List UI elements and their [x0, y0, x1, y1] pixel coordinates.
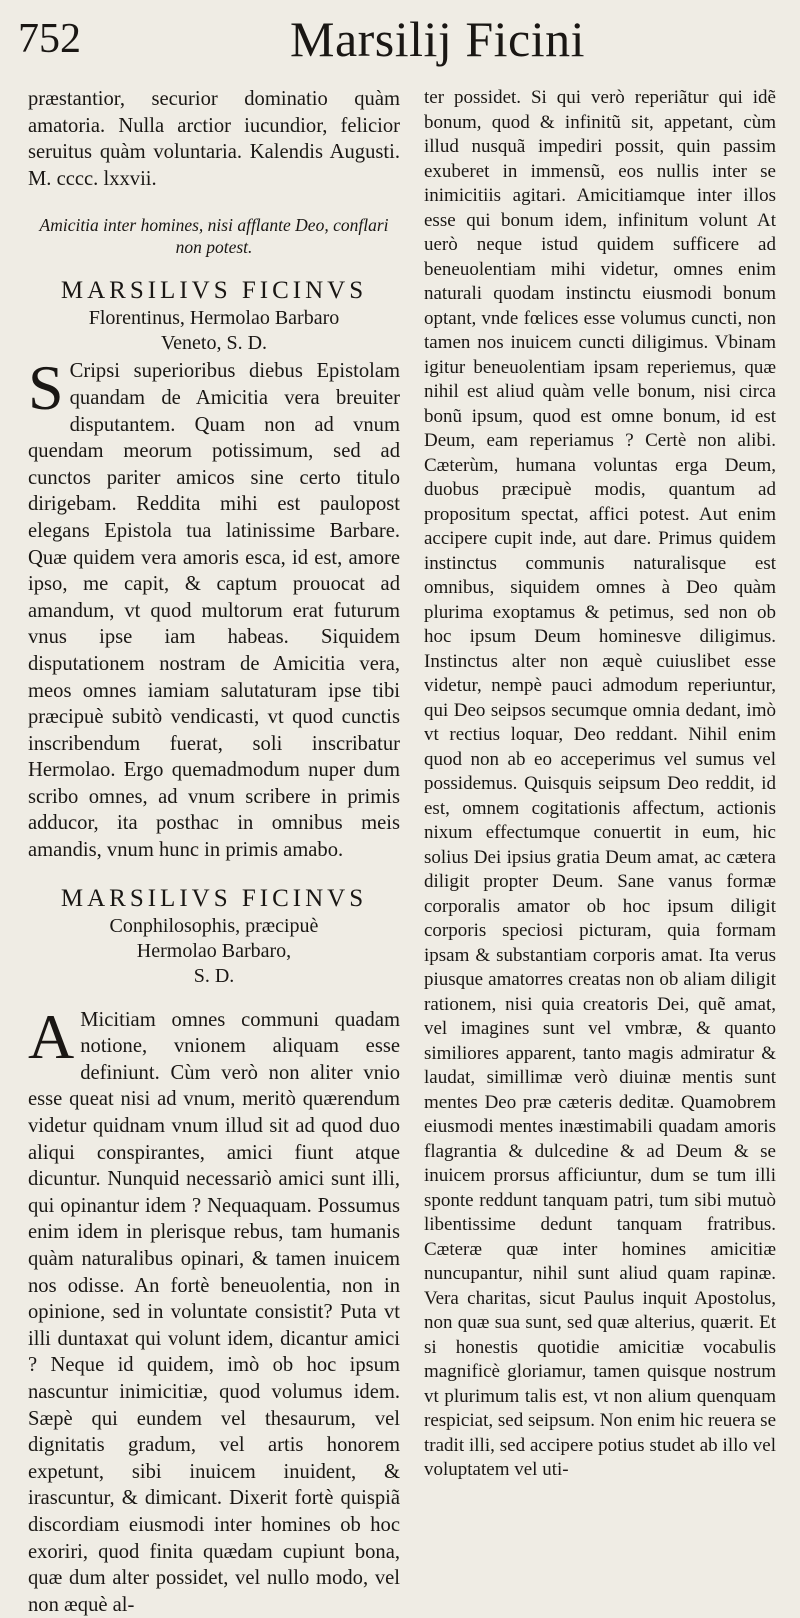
- letter2-body: [28, 1000, 400, 1618]
- letter1-drop-cap: S: [28, 352, 64, 424]
- running-title: Marsilij Ficini: [290, 11, 585, 67]
- letter2-salutation-2: Hermolao Barbaro,: [136, 939, 292, 962]
- letter2-heading: MARSILIVS FICINVS: [60, 884, 368, 912]
- letter2-text: Micitiam omnes communi quadam notione, vnionem aliquam esse definiunt. Cùm verò non aliter vnio esse queat nisi ad vnum, meritò quærendum videtur quidnam vnum illud sit ad quod duo aliqui conspirantes, amici fiunt atque dicuntur. Nunquid necessariò amici sunt illi, qui opinantur idem ? Nequaquam. Possumus enim idem in plerisque rebus, tam humanis quàm naturalibus opinari, & tamen inuicem nos odisse. An fortè beneuolentia, non in opinione, sed in voluntate consistit? Puta vt illi duntaxat qui volunt idem, dicantur amici ? Neque id quidem, imò ob hoc ipsum nascuntur inimicitiæ, quod volumus idem. Sæpè qui eundem vel thesaurum, vel dignitatis gradum, vel artis honorem expetunt, sibi inuicem inuident, & irascuntur, & dimicant. Dixerit fortè quispiã discordiam eiusmodi inter homines ob hoc exoriri, quod finita quædam cupiunt bona, quæ dum alter possidet, vel nullo modo, vel non æquè al-: [28, 1008, 400, 1616]
- intro-text: præstantior, securior dominatio quàm amatoria. Nulla arctior iucundior, felicior seruitus quàm voluntaria. Kalendis Augusti. M. cccc. lxxvii.: [28, 88, 400, 190]
- left-column: [28, 86, 400, 1618]
- right-column: [424, 86, 776, 1483]
- letter2-drop-cap: A: [28, 1000, 75, 1072]
- intro-paragraph: [28, 86, 400, 192]
- letter1-body: [28, 352, 400, 863]
- letter2-salutation-1: Conphilosophis, præcipuè: [109, 914, 319, 937]
- letter2-salutation-3: S. D.: [193, 964, 235, 987]
- page-number: 752: [18, 16, 81, 62]
- motto: Amicitia inter homines, nisi afflante Deo, conflari non potest.: [39, 215, 389, 258]
- right-column-paragraph: [424, 86, 776, 1483]
- letter1-text: Cripsi superioribus diebus Epistolam quandam de Amicitia vera breuiter disputantem. Quam non ad vnum quendam meorum potissimum, sed ad cunctos pariter amicos sine certo titulo dirigebam. Reddita mihi est paulopost elegans Epistola tua latinissime Barbare. Quæ quidem vera amoris esca, id est, amore ipso, me capit, & captum prouocat ad amandum, vt quod multorum erat futurum vnus ipse iam habeas. Siquidem disputationem nostram de Amicitia vera, meos omnes iamiam salutaturam ipse tibi præcipuè subitò vendicasti, vt quod cunctis inscribendum fuerat, soli inscribatur Hermolao. Ergo quemadmodum nuper dum scribo omnes, ad vnum scribere in primis adducor, ita posthac in omnibus meis amandis, vnum hunc in primis amabo.: [28, 360, 400, 862]
- letter1-salutation-2: Veneto, S. D.: [160, 332, 268, 355]
- letter1-salutation-1: Florentinus, Hermolao Barbaro: [88, 307, 340, 330]
- right-column-text: ter possidet. Si qui verò reperiãtur qui idẽ bonum, quod & infinitũ sit, appetant, cùm illud nusquã impediri possit, quin passim exuberet in immensũ, eos nullis inter se inimicitiis agitari. Amicitiamque inter illos esse qui bonum idem, infinitum volunt At uerò neque istud quidem sufficere ad beneuolentiam mihi videtur, omnes enim naturali quodam instinctu eiusmodi bonum optant, vnde fœlices esse volumus cuncti, non tamen nos inuicem cuncti diligimus. Vbinam igitur beneuolentiam ipsam reperiemus, quæ nihil est aliud quàm velle bonum, nisi circa bonũ ipsum, quod est omne bonum, id est Deum, eam reperiamus ? Certè non alibi. Cæterùm, humana voluntas erga Deum, duobus præcipuè modis, quantum ad propositum spectat, affici potest. Aut enim accipere cupit inde, aut dare. Primus quidem instinctus communis naturalisque est omnibus, siquidem omnes à Deo quàm plurima exoptamus & petimus, sed non ob hoc ipsum Deum hominesve diligimus. Instinctus alter non æquè cuiuslibet esse videtur, nempè pauci admodum reperiuntur, qui Deo seipsos secumque omnia dedant, imò vt rectius loquar, Deo reddant. Nihil enim quod non ab eo acceperimus vel sumus vel possidemus. Quisquis seipsum Deo reddit, id est, omnem cogitationis affectum, actionis nixum effectumque conuertit in eum, hic solius Dei ipsius gratia Deum amat, ac cætera diligit propter Deum. Sane vanus formæ corporalis amator ob hoc ipsum diligit corporis speciosi picturam, quia formam ipsam & substantiam corporis amat. Ita verus piusque amatorres creatas non ob aliam diligit rationem, nisi quia creatoris Dei, quẽ amat, vel imagines sunt vel vmbræ, & quanto similiores apparent, tanto magis admiratur & laudat, simillimæ verò diuinæ mentis sunt mentes Deo præ cæteris deditæ. Quamobrem eiusmodi mentes inæstimabili quadam amoris flagrantia & dulcedine & ad Deum & se inuicem prorsus afficiuntur, dum se tum illi sponte reddunt tanquam patri, tum sibi mutuò libentissime dedunt tanquam fratribus. Cæteræ quæ inter homines amicitiæ nuncupantur, nihil sunt aliud quam rapinæ. Vera charitas, sicut Paulus inquit Apostolus, non quæ sua sunt, sed quæ alterius, quærit. Et si honestis quotidie amicitiæ vocabulis magnificè gloriamur, tamen quisque nostrum vt plurimum talis est, vt non alium quenquam respiciat, sed seipsum. Non enim hic reuera se tradit illi, sed accipere potius studet ab illo vel voluptatem vel uti-: [424, 87, 776, 1480]
- letter1-heading: MARSILIVS FICINVS: [60, 277, 368, 305]
